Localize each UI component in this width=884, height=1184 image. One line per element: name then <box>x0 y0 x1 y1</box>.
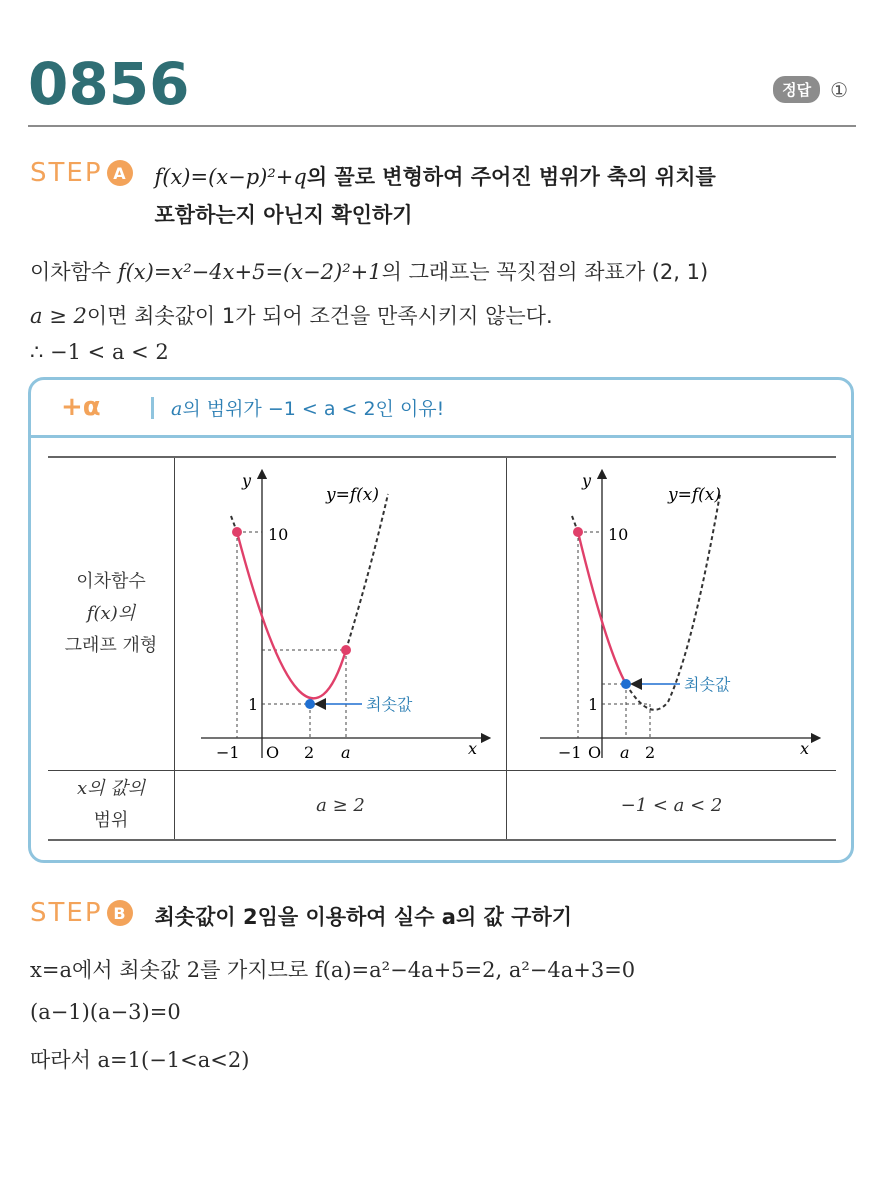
body-line-2 <box>30 300 553 330</box>
x-tick-0-right: O <box>588 743 602 762</box>
step-b-heading <box>30 898 572 936</box>
row-label-range-2: 범위 <box>93 810 129 831</box>
body-line-2-math: a ≥ 2 <box>30 304 87 328</box>
y-axis-label: y <box>242 471 252 490</box>
body-line-1-prefix: 이차함수 <box>30 260 118 284</box>
x-tick-neg1-right: −1 <box>558 743 582 762</box>
alpha-logo: +α <box>61 392 101 422</box>
body-line-1-math: f(x)=x²−4x+5=(x−2)²+1 <box>117 260 382 284</box>
alpha-title <box>171 394 444 421</box>
header-divider <box>28 125 856 127</box>
x-tick-neg1-left: −1 <box>216 743 240 762</box>
alpha-header <box>31 380 851 438</box>
step-b-letter: B <box>107 900 133 926</box>
func-label-left: y=f(x) <box>326 485 379 505</box>
alpha-title-rest: 의 범위가 −1 < a < 2인 이유! <box>182 398 445 420</box>
answer-value: ① <box>830 77 848 102</box>
answer-badge: 정답 <box>773 76 820 103</box>
step-b-label: STEP <box>30 898 103 928</box>
y-tick-10-left: 10 <box>268 525 289 544</box>
point-left-min <box>305 699 315 709</box>
row-label-range-1: x의 값의 <box>76 778 146 799</box>
x-axis-label: x <box>468 739 478 758</box>
step-b-tag <box>30 898 133 928</box>
point-right-start <box>573 527 583 537</box>
y-tick-1-left: 1 <box>248 695 259 714</box>
problem-number: 0856 <box>28 50 190 118</box>
x-tick-2-right: 2 <box>645 743 656 762</box>
body-line-2-suffix: 이면 최솟값이 1가 되어 조건을 만족시키지 않는다. <box>86 304 553 328</box>
alpha-divider <box>151 397 154 419</box>
step-a-title <box>155 158 716 234</box>
min-label-left: 최솟값 <box>366 695 413 714</box>
step-a-label: STEP <box>30 158 103 188</box>
graph-right <box>508 458 838 770</box>
point-left-end <box>341 645 351 655</box>
step-a-title-line1: 의 꼴로 변형하여 주어진 범위가 축의 위치를 <box>306 165 716 189</box>
step-a-title-line2: 포함하는지 아닌지 확인하기 <box>154 203 413 227</box>
table-row-range <box>48 771 836 841</box>
x-tick-a-left: a <box>341 743 351 762</box>
body-line-1-suffix: 의 그래프는 꼭짓점의 좌표가 (2, 1) <box>381 260 709 284</box>
x-tick-a-right: a <box>620 743 630 762</box>
row-label-graph <box>48 457 175 771</box>
point-right-min <box>621 679 631 689</box>
body-b-line-3: 따라서 a=1(−1<a<2) <box>30 1048 250 1072</box>
func-label-right: y=f(x) <box>668 485 721 505</box>
row-label-graph-1: 이차함수 <box>76 571 146 592</box>
body-line-1 <box>30 256 708 286</box>
y-axis-label: y <box>582 471 592 490</box>
x-tick-0-left: O <box>266 743 280 762</box>
answer-area <box>773 76 848 103</box>
alpha-title-math: a <box>171 398 183 420</box>
body-b-line-2: (a−1)(a−3)=0 <box>30 1000 181 1024</box>
body-line-3: ∴ −1 < a < 2 <box>30 340 169 364</box>
row-label-range <box>48 771 175 841</box>
min-label-right: 최솟값 <box>684 675 731 694</box>
step-a-heading <box>30 158 716 234</box>
y-tick-1-right: 1 <box>588 695 599 714</box>
x-axis-label: x <box>800 739 810 758</box>
body-b-line-1: x=a에서 최솟값 2를 가지므로 f(a)=a²−4a+5=2, a²−4a+3=0 <box>30 958 636 982</box>
row-label-graph-2: f(x)의 <box>86 603 136 624</box>
step-a-title-math: f(x)=(x−p)²+q <box>154 165 307 189</box>
step-b-title: 최솟값이 2임을 이용하여 실수 a의 값 구하기 <box>154 905 573 929</box>
graph-left <box>176 458 506 770</box>
point-left-start <box>232 527 242 537</box>
y-tick-10-right: 10 <box>608 525 629 544</box>
curve-left-dashed-end <box>346 494 388 650</box>
x-tick-2-left: 2 <box>304 743 315 762</box>
curve-left-solid <box>237 532 346 698</box>
step-a-tag <box>30 158 133 188</box>
case-left: a ≥ 2 <box>175 771 507 841</box>
step-a-letter: A <box>107 160 133 186</box>
row-label-graph-3: 그래프 개형 <box>64 635 158 656</box>
case-right: −1 < a < 2 <box>507 771 837 841</box>
